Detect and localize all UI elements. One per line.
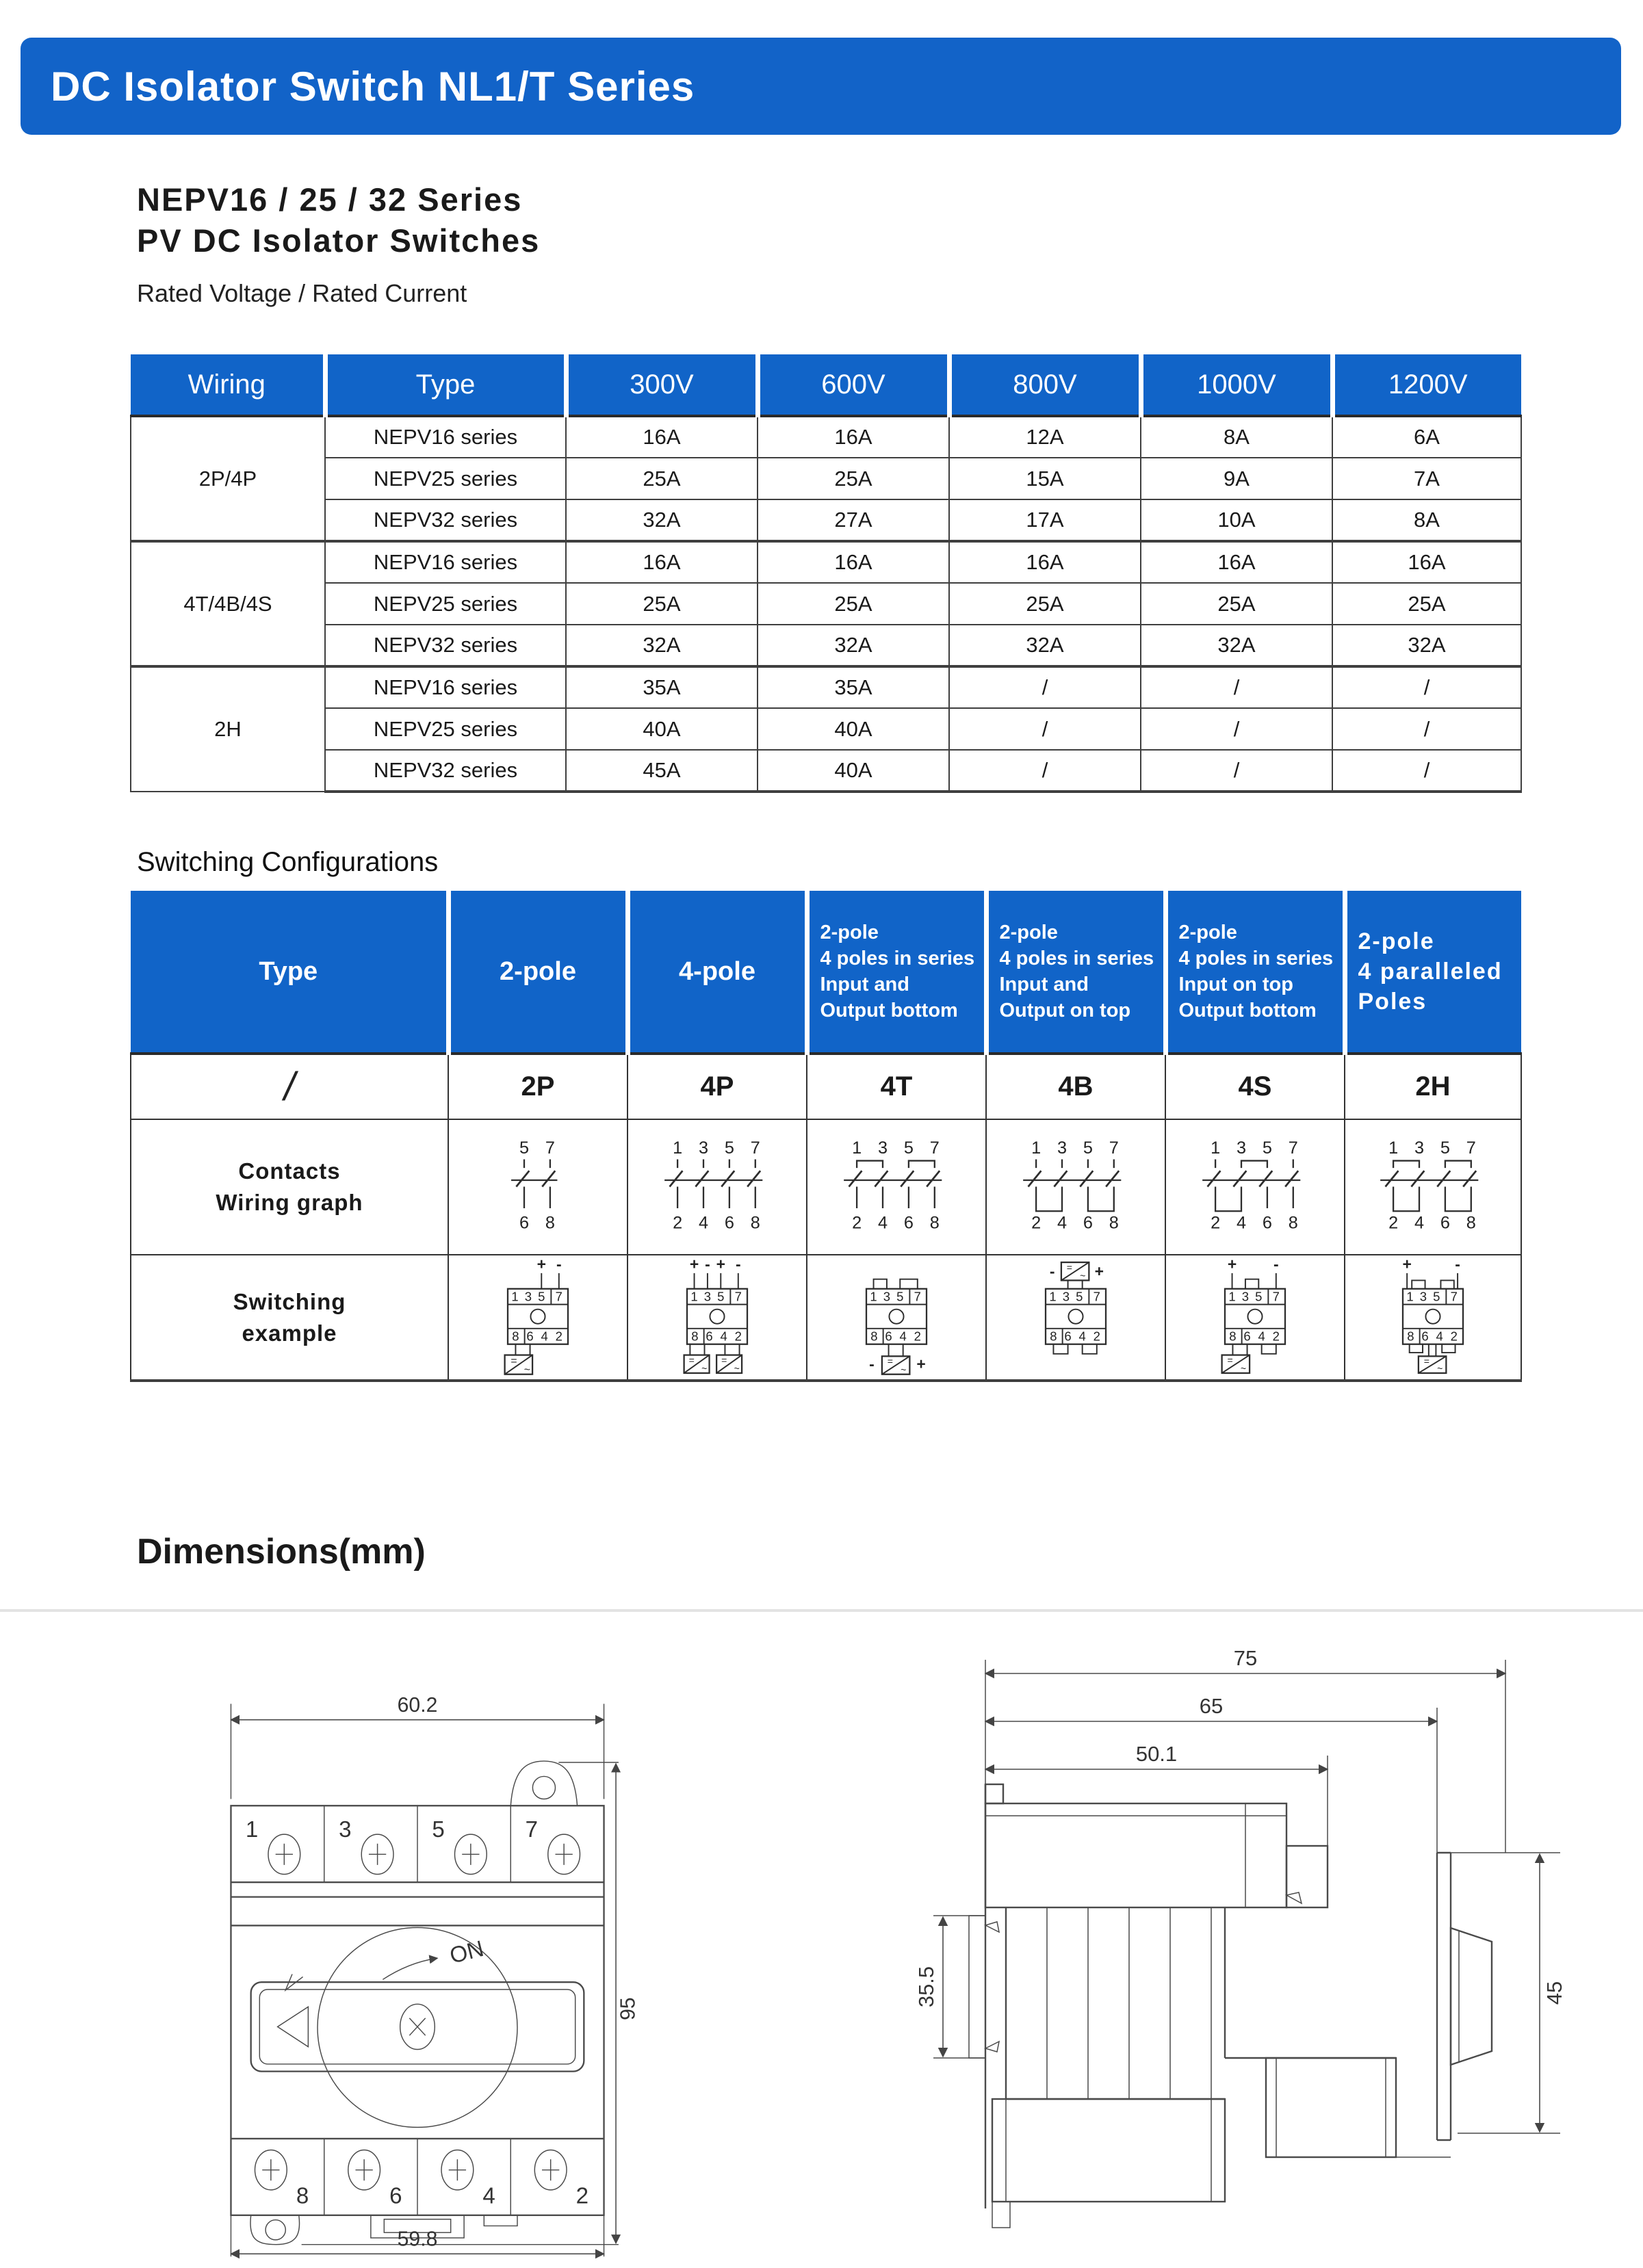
svg-text:~: ~ — [901, 1364, 907, 1375]
svg-text:7: 7 — [1466, 1138, 1476, 1158]
svg-text:6: 6 — [1064, 1328, 1072, 1343]
svg-text:8: 8 — [691, 1328, 699, 1343]
svg-text:-: - — [705, 1257, 710, 1273]
wiring-graph-4p — [628, 1119, 807, 1255]
contacts-row — [131, 1119, 1521, 1255]
svg-text:7: 7 — [555, 1288, 562, 1303]
terminal-5: 5 — [432, 1817, 445, 1843]
wiring-graph-2p — [448, 1119, 628, 1255]
svg-text:~: ~ — [523, 1364, 531, 1376]
col-4b — [986, 891, 1165, 1054]
cell: 16A — [758, 541, 949, 583]
dim-75: 75 — [1233, 1646, 1258, 1670]
hline: Output on top — [999, 1000, 1131, 1021]
svg-text:5: 5 — [717, 1288, 725, 1303]
type-cell: NEPV16 series — [325, 541, 566, 583]
svg-text:7: 7 — [545, 1138, 555, 1158]
dimensions-section-label: Dimensions(mm) — [137, 1532, 426, 1572]
code-cell: / — [131, 1054, 448, 1119]
svg-text:7: 7 — [1109, 1138, 1119, 1158]
wiring-2p-diagram — [469, 1138, 606, 1237]
svg-text:6: 6 — [706, 1328, 713, 1343]
svg-text:3: 3 — [1419, 1288, 1427, 1303]
svg-text:4: 4 — [899, 1328, 907, 1343]
table-row — [131, 541, 1521, 583]
hline: 4 poles in series — [820, 948, 975, 969]
type-cell: NEPV25 series — [325, 708, 566, 750]
svg-text:2: 2 — [673, 1213, 683, 1232]
hline: Input and — [820, 974, 909, 995]
col-600v: 600V — [758, 354, 949, 416]
example-4p — [628, 1255, 807, 1381]
wiring-graph-4b — [986, 1119, 1165, 1255]
svg-text:3: 3 — [877, 1138, 888, 1158]
lab-line: Switching — [233, 1288, 346, 1314]
svg-text:~: ~ — [1080, 1270, 1086, 1281]
example-4b — [986, 1255, 1165, 1381]
ratings-table — [130, 354, 1522, 793]
svg-text:6: 6 — [1083, 1213, 1093, 1232]
hline: 4 poles in series — [999, 948, 1154, 969]
cell: 25A — [566, 458, 758, 499]
svg-text:3: 3 — [1062, 1288, 1070, 1303]
wiring-graph-2h — [1345, 1119, 1521, 1255]
svg-text:-: - — [1455, 1257, 1460, 1273]
wiring-4p-diagram — [649, 1138, 786, 1237]
svg-text:5: 5 — [724, 1138, 734, 1158]
example-4b-diagram — [1011, 1257, 1141, 1378]
example-2p-diagram — [473, 1257, 603, 1378]
svg-text:~: ~ — [1437, 1362, 1443, 1374]
cell: / — [1141, 750, 1332, 792]
cell: 35A — [758, 666, 949, 708]
svg-text:-: - — [1049, 1262, 1055, 1280]
dim-35-5: 35.5 — [914, 1966, 938, 2008]
svg-text:2: 2 — [1093, 1328, 1100, 1343]
svg-text:1: 1 — [511, 1288, 519, 1303]
svg-text:6: 6 — [903, 1213, 914, 1232]
type-cell: NEPV16 series — [325, 666, 566, 708]
svg-text:4: 4 — [1057, 1213, 1068, 1232]
svg-text:+: + — [1227, 1257, 1237, 1273]
dim-59-8: 59.8 — [397, 2228, 438, 2251]
wiring-group: 2P/4P — [131, 416, 325, 541]
svg-text:6: 6 — [1421, 1328, 1429, 1343]
hline: Input on top — [1178, 974, 1293, 995]
svg-text:5: 5 — [1083, 1138, 1093, 1158]
svg-text:4: 4 — [1258, 1328, 1265, 1343]
table-row — [131, 416, 1521, 458]
cell: 32A — [566, 499, 758, 541]
table-row — [131, 625, 1521, 666]
svg-text:-: - — [869, 1355, 875, 1373]
cell: 25A — [1332, 583, 1521, 625]
svg-text:4: 4 — [1078, 1328, 1086, 1343]
cell: / — [949, 666, 1141, 708]
svg-text:7: 7 — [914, 1288, 921, 1303]
cell: / — [949, 708, 1141, 750]
col-1000v: 1000V — [1141, 354, 1332, 416]
ratings-header-row — [131, 354, 1521, 416]
hline: Poles — [1358, 989, 1427, 1015]
svg-text:4: 4 — [698, 1213, 709, 1232]
svg-text:-: - — [735, 1257, 741, 1273]
svg-text:6: 6 — [1440, 1213, 1450, 1232]
cell: 25A — [1141, 583, 1332, 625]
svg-text:1: 1 — [1211, 1138, 1221, 1158]
example-label — [131, 1255, 448, 1381]
cell: 8A — [1332, 499, 1521, 541]
col-300v: 300V — [566, 354, 758, 416]
table-row — [131, 458, 1521, 499]
cell: 40A — [566, 708, 758, 750]
svg-text:+: + — [1094, 1262, 1104, 1280]
svg-text:6: 6 — [1243, 1328, 1251, 1343]
svg-text:5: 5 — [538, 1288, 545, 1303]
code-cell: 4T — [807, 1054, 986, 1119]
cell: / — [1332, 750, 1521, 792]
cell: 32A — [758, 625, 949, 666]
ratings-section-label: Rated Voltage / Rated Current — [137, 279, 467, 307]
svg-text:1: 1 — [1228, 1288, 1236, 1303]
hline: 2-pole — [999, 922, 1058, 943]
svg-text:-: - — [1273, 1257, 1279, 1273]
type-cell: NEPV32 series — [325, 625, 566, 666]
svg-text:6: 6 — [1262, 1213, 1272, 1232]
svg-text:7: 7 — [929, 1138, 940, 1158]
svg-text:~: ~ — [701, 1362, 708, 1374]
svg-text:=: = — [721, 1354, 727, 1366]
svg-text:1: 1 — [1031, 1138, 1042, 1158]
example-4t — [807, 1255, 986, 1381]
svg-text:4: 4 — [1414, 1213, 1425, 1232]
section-divider — [0, 1609, 1643, 1612]
col-4s — [1165, 891, 1345, 1054]
svg-text:2: 2 — [1272, 1328, 1280, 1343]
cell: 25A — [758, 583, 949, 625]
cell: 32A — [1332, 625, 1521, 666]
cell: 25A — [566, 583, 758, 625]
svg-text:=: = — [1423, 1355, 1430, 1367]
wiring-4b-diagram — [1007, 1138, 1144, 1237]
svg-text:3: 3 — [883, 1288, 891, 1303]
svg-text:8: 8 — [929, 1213, 940, 1232]
cell: 45A — [566, 750, 758, 792]
svg-text:8: 8 — [512, 1328, 519, 1343]
svg-text:2: 2 — [734, 1328, 742, 1343]
svg-text:8: 8 — [545, 1213, 555, 1232]
cell: 7A — [1332, 458, 1521, 499]
svg-text:~: ~ — [1240, 1362, 1247, 1374]
svg-text:4: 4 — [1236, 1213, 1247, 1232]
switching-section-label: Switching Configurations — [137, 847, 439, 877]
col-wiring: Wiring — [131, 354, 325, 416]
wiring-graph-4s — [1165, 1119, 1345, 1255]
front-view-drawing — [171, 1663, 664, 2262]
example-4s-diagram — [1190, 1257, 1320, 1378]
svg-text:6: 6 — [885, 1328, 892, 1343]
lab-line: Wiring graph — [216, 1190, 363, 1215]
svg-text:2: 2 — [1450, 1328, 1458, 1343]
svg-text:8: 8 — [750, 1213, 760, 1232]
svg-text:+: + — [716, 1257, 725, 1273]
example-2h — [1345, 1255, 1521, 1381]
terminal-2: 2 — [575, 2183, 589, 2209]
svg-text:8: 8 — [1050, 1328, 1057, 1343]
wiring-4t-diagram — [828, 1138, 965, 1237]
col-2pole: 2-pole — [448, 891, 628, 1054]
code-cell: 4S — [1165, 1054, 1345, 1119]
col-1200v: 1200V — [1332, 354, 1521, 416]
type-cell: NEPV16 series — [325, 416, 566, 458]
hline: 4 paralleled — [1358, 959, 1503, 985]
cell: 32A — [949, 625, 1141, 666]
svg-text:3: 3 — [524, 1288, 532, 1303]
cell: 15A — [949, 458, 1141, 499]
svg-text:7: 7 — [1093, 1288, 1100, 1303]
side-view-drawing — [903, 1620, 1594, 2263]
example-row — [131, 1255, 1521, 1381]
svg-text:1: 1 — [1388, 1138, 1399, 1158]
col-type: Type — [325, 354, 566, 416]
wiring-4s-diagram — [1187, 1138, 1323, 1237]
svg-text:5: 5 — [519, 1138, 530, 1158]
table-row — [131, 666, 1521, 708]
svg-text:7: 7 — [1450, 1288, 1458, 1303]
terminal-3: 3 — [339, 1817, 352, 1843]
cell: 32A — [1141, 625, 1332, 666]
table-row — [131, 750, 1521, 792]
svg-text:3: 3 — [703, 1288, 712, 1303]
svg-text:+: + — [916, 1355, 926, 1373]
dim-60-2: 60.2 — [397, 1694, 438, 1717]
contacts-label — [131, 1119, 448, 1255]
svg-text:8: 8 — [1288, 1213, 1298, 1232]
col-4pole: 4-pole — [628, 891, 807, 1054]
col-800v: 800V — [949, 354, 1141, 416]
cell: 40A — [758, 750, 949, 792]
cell: 10A — [1141, 499, 1332, 541]
terminal-7: 7 — [525, 1817, 539, 1843]
svg-text:1: 1 — [852, 1138, 862, 1158]
svg-text:4: 4 — [877, 1213, 888, 1232]
dim-45: 45 — [1542, 1981, 1566, 2005]
cell: 32A — [566, 625, 758, 666]
svg-text:5: 5 — [1076, 1288, 1083, 1303]
example-2h-diagram — [1368, 1257, 1498, 1378]
svg-text:=: = — [688, 1354, 695, 1366]
hline: Output bottom — [1178, 1000, 1317, 1021]
code-row — [131, 1054, 1521, 1119]
cell: 25A — [949, 583, 1141, 625]
col-2h — [1345, 891, 1521, 1054]
cell: 16A — [758, 416, 949, 458]
dim-65: 65 — [1199, 1694, 1224, 1718]
example-4s — [1165, 1255, 1345, 1381]
cell: 25A — [758, 458, 949, 499]
svg-text:8: 8 — [1109, 1213, 1119, 1232]
svg-text:~: ~ — [734, 1362, 740, 1374]
switching-header-row — [131, 891, 1521, 1054]
svg-text:3: 3 — [1236, 1138, 1247, 1158]
cell: / — [1332, 666, 1521, 708]
svg-text:5: 5 — [1255, 1288, 1263, 1303]
svg-text:2: 2 — [852, 1213, 862, 1232]
product-title: PV DC Isolator Switches — [137, 222, 541, 259]
svg-text:1: 1 — [1049, 1288, 1057, 1303]
svg-text:=: = — [1227, 1354, 1233, 1366]
svg-text:2: 2 — [555, 1328, 562, 1343]
cell: 16A — [566, 416, 758, 458]
cell: 16A — [1332, 541, 1521, 583]
terminal-1: 1 — [245, 1817, 259, 1843]
code-cell: 4B — [986, 1054, 1165, 1119]
svg-text:7: 7 — [1272, 1288, 1280, 1303]
svg-text:3: 3 — [698, 1138, 709, 1158]
svg-text:+: + — [689, 1257, 699, 1273]
table-row — [131, 583, 1521, 625]
svg-text:2: 2 — [1211, 1213, 1221, 1232]
svg-text:8: 8 — [870, 1328, 878, 1343]
table-row — [131, 499, 1521, 541]
svg-text:6: 6 — [724, 1213, 734, 1232]
cell: / — [1141, 666, 1332, 708]
switching-table — [130, 891, 1522, 1382]
terminal-8: 8 — [296, 2183, 309, 2209]
cell: 6A — [1332, 416, 1521, 458]
svg-text:-: - — [556, 1257, 562, 1273]
svg-text:2: 2 — [914, 1328, 921, 1343]
terminal-6: 6 — [389, 2183, 402, 2209]
cell: / — [949, 750, 1141, 792]
svg-text:8: 8 — [1229, 1328, 1237, 1343]
table-row — [131, 708, 1521, 750]
code-cell: 2P — [448, 1054, 628, 1119]
type-cell: NEPV25 series — [325, 583, 566, 625]
svg-text:=: = — [510, 1355, 517, 1367]
hline: 2-pole — [820, 922, 879, 943]
svg-text:7: 7 — [734, 1288, 742, 1303]
svg-text:=: = — [887, 1355, 894, 1367]
wiring-graph-4t — [807, 1119, 986, 1255]
svg-text:2: 2 — [1031, 1213, 1042, 1232]
svg-text:1: 1 — [690, 1288, 698, 1303]
svg-text:=: = — [1066, 1261, 1073, 1273]
svg-text:6: 6 — [526, 1328, 534, 1343]
type-cell: NEPV32 series — [325, 499, 566, 541]
on-label: ON — [447, 1935, 487, 1969]
hline: 2-pole — [1178, 922, 1237, 943]
svg-text:7: 7 — [1288, 1138, 1298, 1158]
cell: / — [1332, 708, 1521, 750]
code-cell: 4P — [628, 1054, 807, 1119]
example-4p-diagram — [652, 1257, 782, 1378]
cell: 12A — [949, 416, 1141, 458]
hline: Input and — [999, 974, 1089, 995]
intro-block — [137, 179, 540, 308]
svg-text:4: 4 — [720, 1328, 727, 1343]
svg-text:4: 4 — [541, 1328, 548, 1343]
svg-text:+: + — [1402, 1257, 1412, 1273]
col-4t — [807, 891, 986, 1054]
svg-text:4: 4 — [1436, 1328, 1443, 1343]
cell: / — [1141, 708, 1332, 750]
svg-text:8: 8 — [1466, 1213, 1476, 1232]
wiring-group: 4T/4B/4S — [131, 541, 325, 666]
code-cell: 2H — [1345, 1054, 1521, 1119]
page-title: DC Isolator Switch NL1/T Series — [51, 63, 695, 109]
example-4t-diagram — [831, 1257, 961, 1378]
hline: 4 poles in series — [1178, 948, 1334, 969]
cell: 27A — [758, 499, 949, 541]
example-2p — [448, 1255, 628, 1381]
svg-text:1: 1 — [673, 1138, 683, 1158]
svg-text:6: 6 — [519, 1213, 530, 1232]
title-banner — [21, 38, 1621, 135]
type-cell: NEPV32 series — [325, 750, 566, 792]
cell: 16A — [949, 541, 1141, 583]
svg-text:7: 7 — [750, 1138, 760, 1158]
dim-50-1: 50.1 — [1135, 1742, 1178, 1766]
cell: 8A — [1141, 416, 1332, 458]
svg-text:3: 3 — [1241, 1288, 1250, 1303]
terminal-4: 4 — [482, 2183, 495, 2209]
svg-text:2: 2 — [1388, 1213, 1399, 1232]
type-cell: NEPV25 series — [325, 458, 566, 499]
svg-text:5: 5 — [903, 1138, 914, 1158]
wiring-2h-diagram — [1364, 1138, 1501, 1237]
wiring-group: 2H — [131, 666, 325, 792]
svg-text:+: + — [536, 1257, 546, 1273]
lab-line: Contacts — [238, 1158, 341, 1184]
cell: 40A — [758, 708, 949, 750]
svg-text:8: 8 — [1407, 1328, 1414, 1343]
lab-line: example — [242, 1320, 337, 1346]
svg-text:1: 1 — [870, 1288, 877, 1303]
svg-text:1: 1 — [1406, 1288, 1414, 1303]
cell: 35A — [566, 666, 758, 708]
hline: Output bottom — [820, 1000, 958, 1021]
svg-text:5: 5 — [1440, 1138, 1450, 1158]
svg-text:3: 3 — [1057, 1138, 1068, 1158]
svg-text:5: 5 — [1433, 1288, 1440, 1303]
hline: 2-pole — [1358, 928, 1435, 954]
dim-95: 95 — [617, 1997, 640, 2020]
svg-text:5: 5 — [896, 1288, 904, 1303]
svg-text:5: 5 — [1262, 1138, 1272, 1158]
col-type: Type — [131, 891, 448, 1054]
cell: 16A — [1141, 541, 1332, 583]
cell: 17A — [949, 499, 1141, 541]
cell: 16A — [566, 541, 758, 583]
cell: 9A — [1141, 458, 1332, 499]
series-title: NEPV16 / 25 / 32 Series — [137, 181, 523, 218]
svg-text:3: 3 — [1414, 1138, 1425, 1158]
